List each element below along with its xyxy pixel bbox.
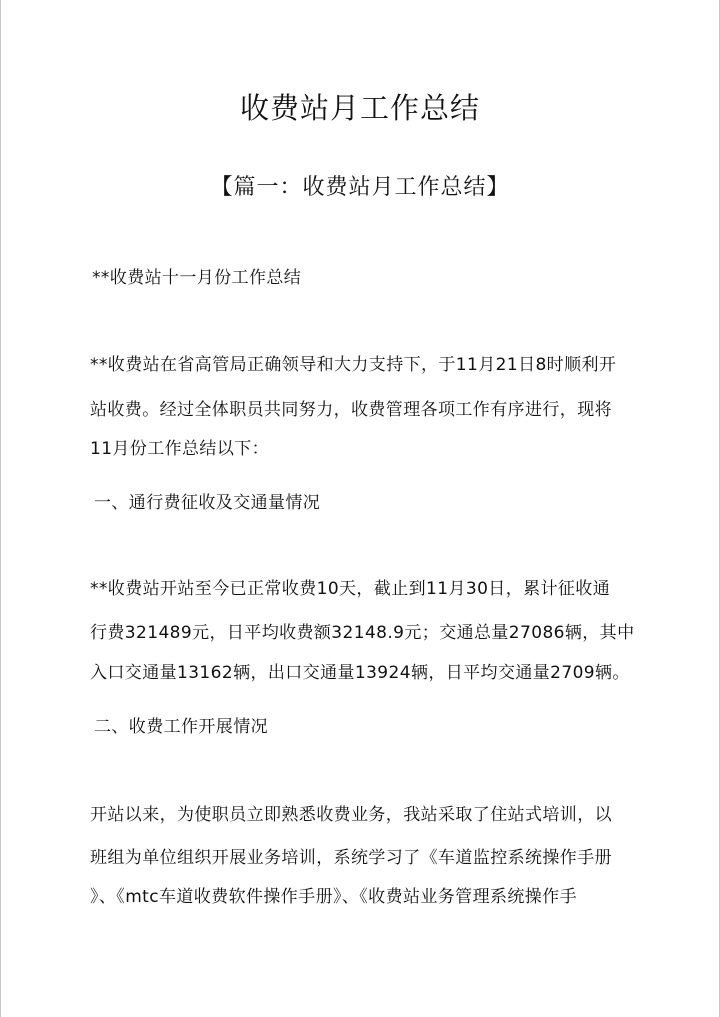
paragraph-1-line-3: 11月份工作总结以下：: [90, 439, 270, 459]
paragraph-3-line-2: 班组为单位组织开展业务培训，系统学习了《车道监控系统操作手册: [90, 848, 612, 868]
paragraph-1-line-2: 站收费。经过全体职员共同努力，收费管理各项工作有序进行，现将: [90, 400, 612, 420]
document-subtitle: 【篇一：收费站月工作总结】: [210, 175, 510, 200]
paragraph-2-line-1: **收费站开站至今已正常收费10天，截止到11月30日，累计征收通: [90, 579, 611, 599]
paragraph-3-line-1: 开站以来，为使职员立即熟悉收费业务，我站采取了住站式培训，以: [90, 805, 612, 825]
paragraph-1-line-1: **收费站在省高管局正确领导和大力支持下，于11月21日8时顺利开: [90, 355, 617, 375]
document-title: 收费站月工作总结: [239, 91, 480, 125]
heading-2: 二、收费工作开展情况: [94, 717, 268, 737]
section-title: **收费站十一月份工作总结: [92, 268, 302, 288]
paragraph-2-line-2: 行费321489元，日平均收费额32148.9元；交通总量27086辆，其中: [90, 623, 635, 643]
paragraph-2-line-3: 入口交通量13162辆，出口交通量13924辆，日平均交通量2709辆。: [90, 663, 630, 683]
paragraph-3-line-3: 》、《mtc车道收费软件操作手册》、《收费站业务管理系统操作手: [90, 887, 577, 907]
heading-1: 一、通行费征收及交通量情况: [94, 493, 321, 513]
